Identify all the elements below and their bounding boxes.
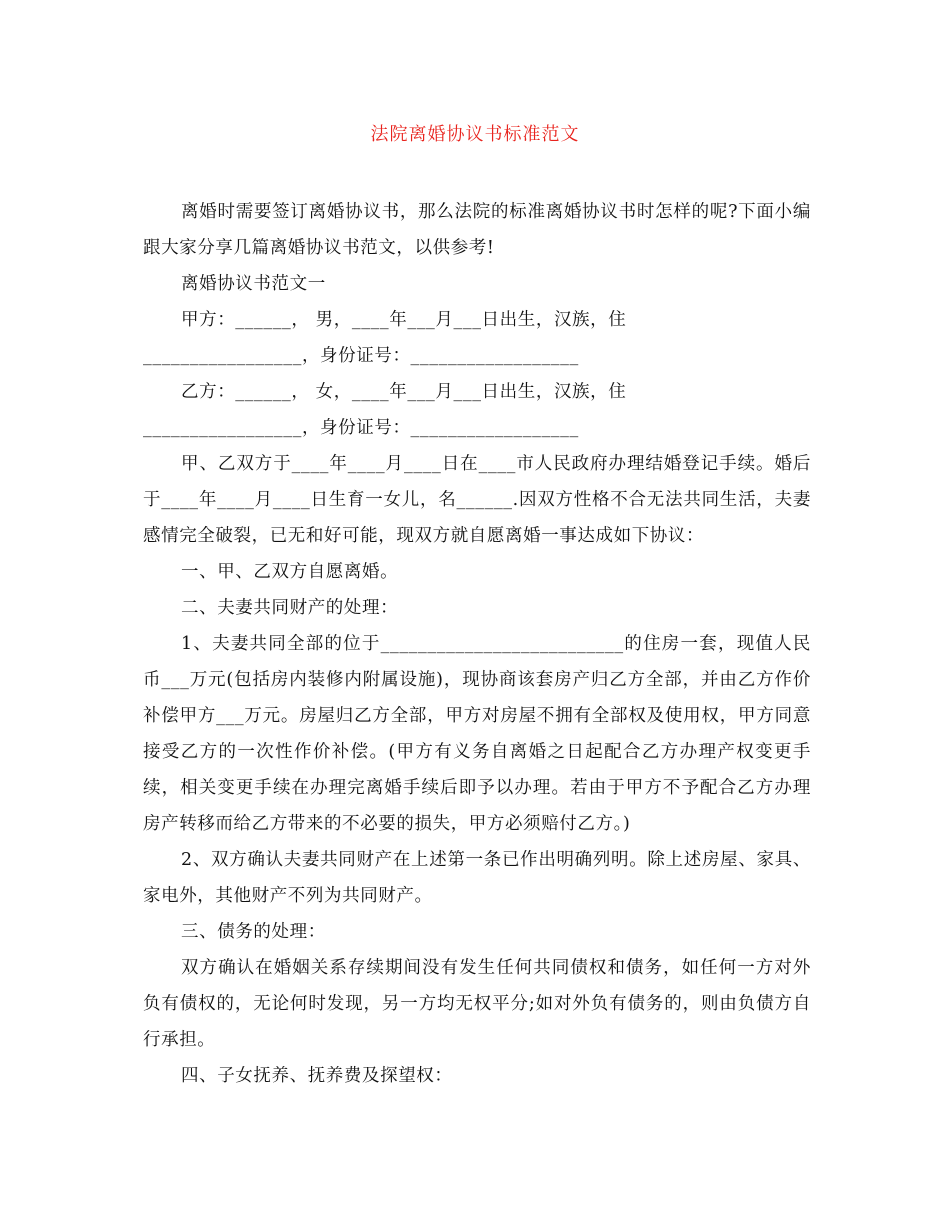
section-heading-sample-one: 离婚协议书范文一 bbox=[181, 274, 326, 294]
document-body bbox=[143, 194, 811, 1094]
debt-paragraph: 双方确认在婚姻关系存续期间没有发生任何共同债权和债务，如任何一方对外负有债权的，无论何时发现，另一方均无权平分;如对外负有债务的，则由负债方自行承担。 bbox=[143, 958, 811, 1050]
clause-one: 一、甲、乙双方自愿离婚。 bbox=[181, 562, 399, 582]
clause-four-heading: 四、子女抚养、抚养费及探望权： bbox=[181, 1066, 453, 1086]
property-item-one: 1、夫妻共同全部的位于__________________________的住房一套，现值人民币___万元(包括房内装修内附属设施)，现协商该套房产归乙方全部，并由乙方作价补偿甲方___万元。房屋归乙方全部，甲方对房屋不拥有全部权及使用权，甲方同意接受乙方的一次性作价补偿。(甲方有义务自离婚之日起配合乙方办理产权变更手续，相关变更手续在办理完离婚手续后即予以办理。若由于甲方不予配合乙方办理房产转移而给乙方带来的不必要的损失，甲方必须赔付乙方。) bbox=[143, 634, 811, 834]
party-b-id-line: _________________，身份证号：__________________ bbox=[143, 418, 579, 438]
party-a-id-line: _________________，身份证号：__________________ bbox=[143, 346, 579, 366]
property-item-two: 2、双方确认夫妻共同财产在上述第一条已作出明确列明。除上述房屋、家具、家电外，其他财产不列为共同财产。 bbox=[143, 850, 811, 906]
intro-paragraph: 离婚时需要签订离婚协议书，那么法院的标准离婚协议书时怎样的呢?下面小编跟大家分享几篇离婚协议书范文，以供参考! bbox=[143, 202, 811, 258]
party-b-line: 乙方：______， 女，____年___月___日出生，汉族，住 bbox=[181, 382, 627, 402]
clause-two-heading: 二、夫妻共同财产的处理： bbox=[181, 598, 399, 618]
clause-three-heading: 三、债务的处理： bbox=[181, 922, 326, 942]
party-a-line: 甲方：______， 男，____年___月___日出生，汉族，住 bbox=[181, 310, 627, 330]
marriage-paragraph: 甲、乙双方于____年____月____日在____市人民政府办理结婚登记手续。婚后于____年____月____日生育一女儿，名______.因双方性格不合无法共同生活，夫妻感情完全破裂，已无和好可能，现双方就自愿离婚一事达成如下协议： bbox=[143, 454, 811, 546]
document-title: 法院离婚协议书标准范文 bbox=[370, 124, 580, 145]
